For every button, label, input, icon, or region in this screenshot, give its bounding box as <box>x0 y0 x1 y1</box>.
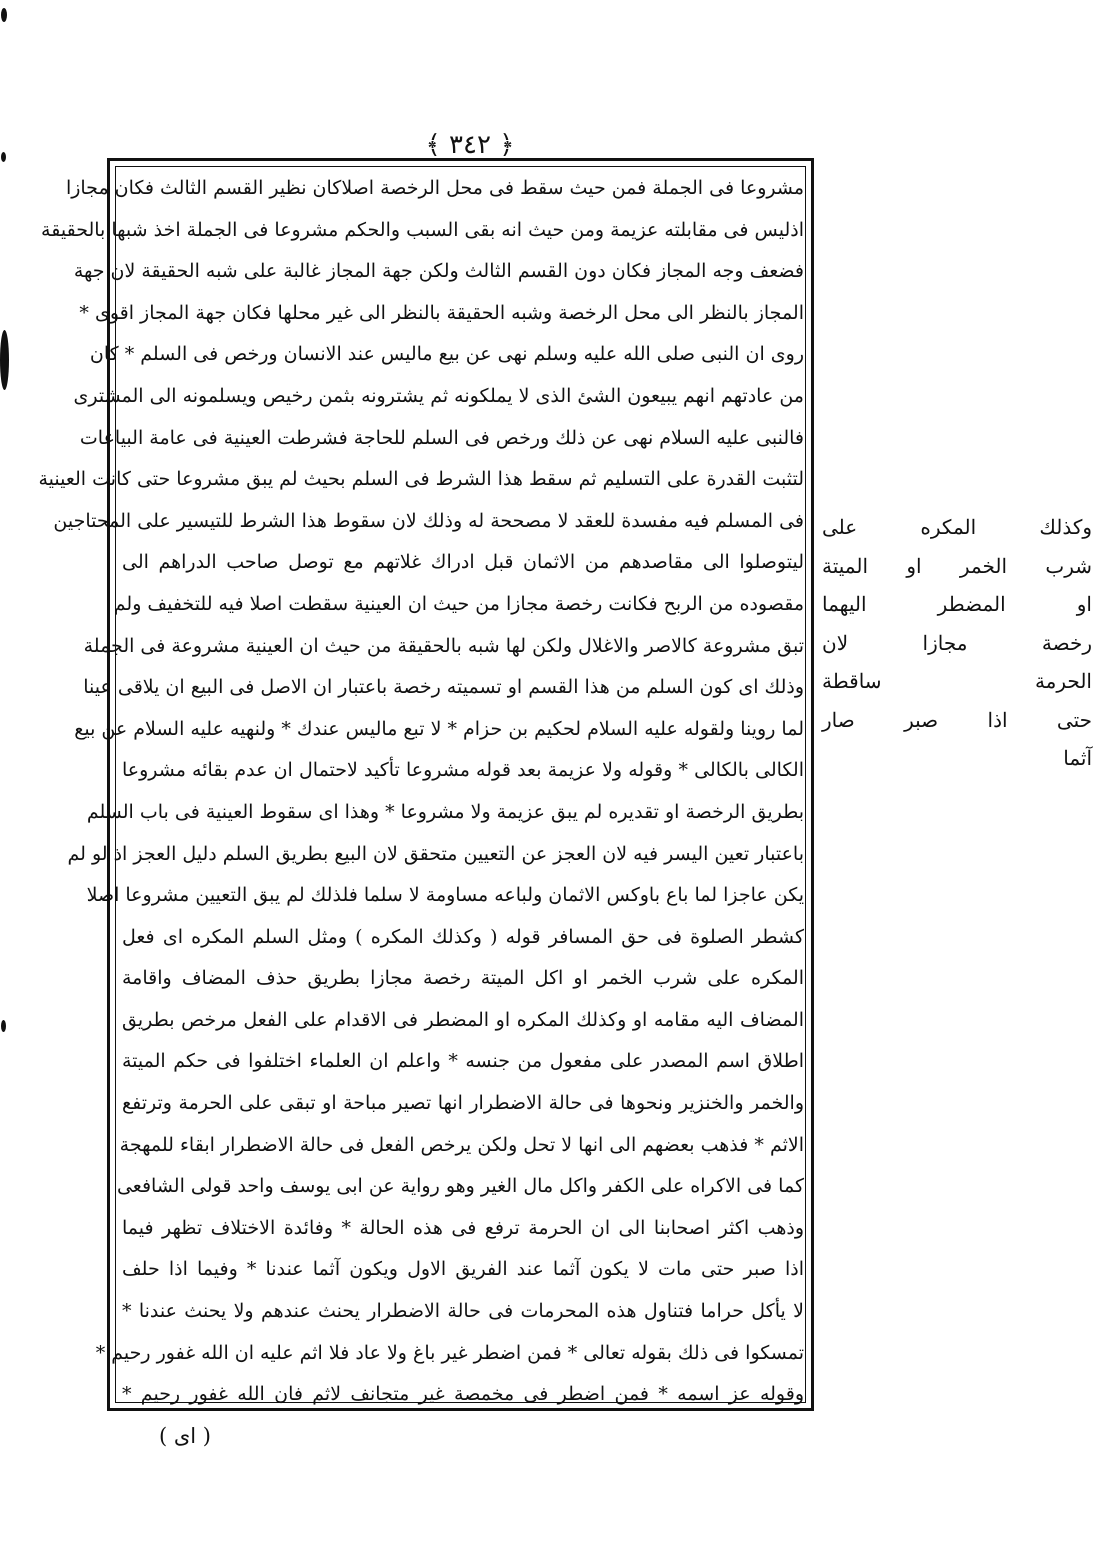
text-line: كشطر الصلوة فى حق المسافر قوله ( وكذلك المكره ) ومثل السلم المكره اى فعل <box>122 925 804 948</box>
margin-note <box>822 508 1092 778</box>
text-line: الاثم * فذهب بعضهم الى انها لا تحل ولكن يرخص الفعل فى حالة الاضطرار ابقاء للمهجة <box>119 1133 804 1156</box>
page-number: ﴿ ٣٤٢ ﴾ <box>425 130 515 160</box>
text-line: لتثبت القدرة على التسليم ثم سقط هذا الشرط فى السلم بحيث لم يبق مشروعا حتى كانت العينية <box>38 468 804 491</box>
margin-note-line: او المضطر اليهما <box>822 592 1092 616</box>
margin-note-line: حتى اذا صبر صار <box>822 707 1092 732</box>
text-line: لما روينا ولقوله عليه السلام لحكيم بن حزام * لا تبع ماليس عندك * ولنهيه عليه السلام عن بيع <box>74 717 804 740</box>
scan-edge-mark <box>0 330 9 390</box>
scan-edge-mark <box>1 152 6 162</box>
text-line: تمسكوا فى ذلك بقوله تعالى * فمن اضطر غير باغ ولا عاد فلا اثم عليه ان الله غفور رحيم * <box>95 1341 804 1364</box>
text-line: تبق مشروعة كالاصر والاغلال ولكن لها شبه بالحقيقة من حيث ان العينية مشروعة فى الجملة <box>83 634 804 657</box>
text-line: اطلاق اسم المصدر على مفعول من جنسه * واعلم ان العلماء اختلفوا فى حكم الميتة <box>122 1050 804 1073</box>
main-text-block <box>38 168 808 1406</box>
text-line: وذلك اى كون السلم من هذا القسم او تسميته رخصة باعتبار ان الاصل فى البيع ان يلاقى عينا <box>83 676 804 699</box>
margin-note-line: الحرمة ساقطة <box>822 669 1092 693</box>
text-line: مشروعا فى الجملة فمن حيث سقط فى محل الرخصة اصلاكان نظير القسم الثالث فكان مجازا <box>65 177 804 199</box>
text-line: وذهب اكثر اصحابنا الى ان الحرمة ترفع فى هذه الحالة * وفائدة الاختلاف تظهر فيما <box>122 1216 804 1239</box>
text-line: من عادتهم انهم يبيعون الشئ الذى لا يملكونه ثم يشترونه بثمن رخيص ويسلمونه الى المشترى <box>73 384 804 407</box>
text-line: المجاز بالنظر الى محل الرخصة وشبه الحقيقة بالنظر الى غير محلها فكان جهة المجاز اقوى * <box>79 301 804 324</box>
text-line: والخمر والخنزير ونحوها فى حالة الاضطرار انها تصير مباحة او تبقى على الحرمة وترتفع <box>122 1092 804 1115</box>
text-line: كما فى الاكراه على الكفر واكل مال الغير وهو رواية عن ابى يوسف واحد قولى الشافعى <box>116 1175 804 1198</box>
scan-edge-mark <box>1 1020 6 1032</box>
text-line: المضاف اليه مقامه او وكذلك المكره او المضطر فى الاقدام على الفعل مرخص بطريق <box>122 1008 804 1031</box>
scan-edge-mark <box>1 8 7 22</box>
margin-note-line: رخصة مجازا لان <box>822 630 1092 655</box>
text-line: فضعف وجه المجاز فكان دون القسم الثالث ولكن جهة المجاز غالبة على شبه الحقيقة لان جهة <box>73 260 804 283</box>
text-line: المكره على شرب الخمر او اكل الميتة رخصة مجازا بطريق حذف المضاف واقامة <box>122 967 804 990</box>
text-line: مقصوده من الربح فكانت رخصة مجازا من حيث ان العينية سقطت اصلا فيه للتخفيف ولم <box>113 592 804 615</box>
text-line: يكن عاجزا لما باع باوكس الاثمان ولباعه مساومة لا سلما فلذلك لم يبق التعيين مشروعا اصلا <box>86 884 804 907</box>
text-line: فى المسلم فيه مفسدة للعقد لا مصححة له وذلك لان سقوط هذا الشرط للتيسير على المحتاجين <box>53 509 804 532</box>
text-line: لا يأكل حراما فتناول هذه المحرمات فى حالة الاضطرار يحنث عندهم ولا يحنث عندنا * <box>122 1300 804 1323</box>
text-line: باعتبار تعين اليسر فيه لان العجز عن التعيين متحقق لان البيع بطريق السلم دليل العجز اذ لو لم <box>67 842 804 865</box>
text-line: وقوله عز اسمه * فمن اضطر فى مخمصة غير متجانف لاثم فان الله غفور رحيم * <box>122 1383 804 1406</box>
margin-note-line: شرب الخمر او الميتة <box>822 553 1092 578</box>
text-line: روى ان النبى صلى الله عليه وسلم نهى عن بيع ماليس عند الانسان ورخص فى السلم * كان <box>89 343 804 366</box>
text-line: الكالى بالكالى * وقوله ولا عزيمة بعد قوله مشروعا تأكيد لاحتمال ان عدم بقائه مشروعا <box>122 759 804 782</box>
margin-note-line: آثما <box>1063 746 1092 770</box>
text-line: ليتوصلوا الى مقاصدهم من الاثمان قبل ادراك غلاتهم مع توصل صاحب الدراهم الى <box>122 551 804 574</box>
text-line: اذليس فى مقابلته عزيمة ومن حيث انه بقى السبب والحكم مشروعا فى الجملة اخذ شبها بالحقيقة <box>41 218 804 241</box>
catchword: ( اى ) <box>158 1424 211 1448</box>
text-line: اذا صبر حتى مات لا يكون آثما عند الفريق الاول ويكون آثما عندنا * وفيما اذا حلف <box>122 1258 804 1281</box>
text-line: فالنبى عليه السلام نهى عن ذلك ورخص فى السلم للحاجة فشرطت العينية فى عامة البياعات <box>79 426 804 449</box>
margin-note-line: وكذلك المكره على <box>822 515 1092 539</box>
text-line: بطريق الرخصة او تقديره لم يبق عزيمة ولا مشروعا * وهذا اى سقوط العينية فى باب السلم <box>86 800 804 823</box>
